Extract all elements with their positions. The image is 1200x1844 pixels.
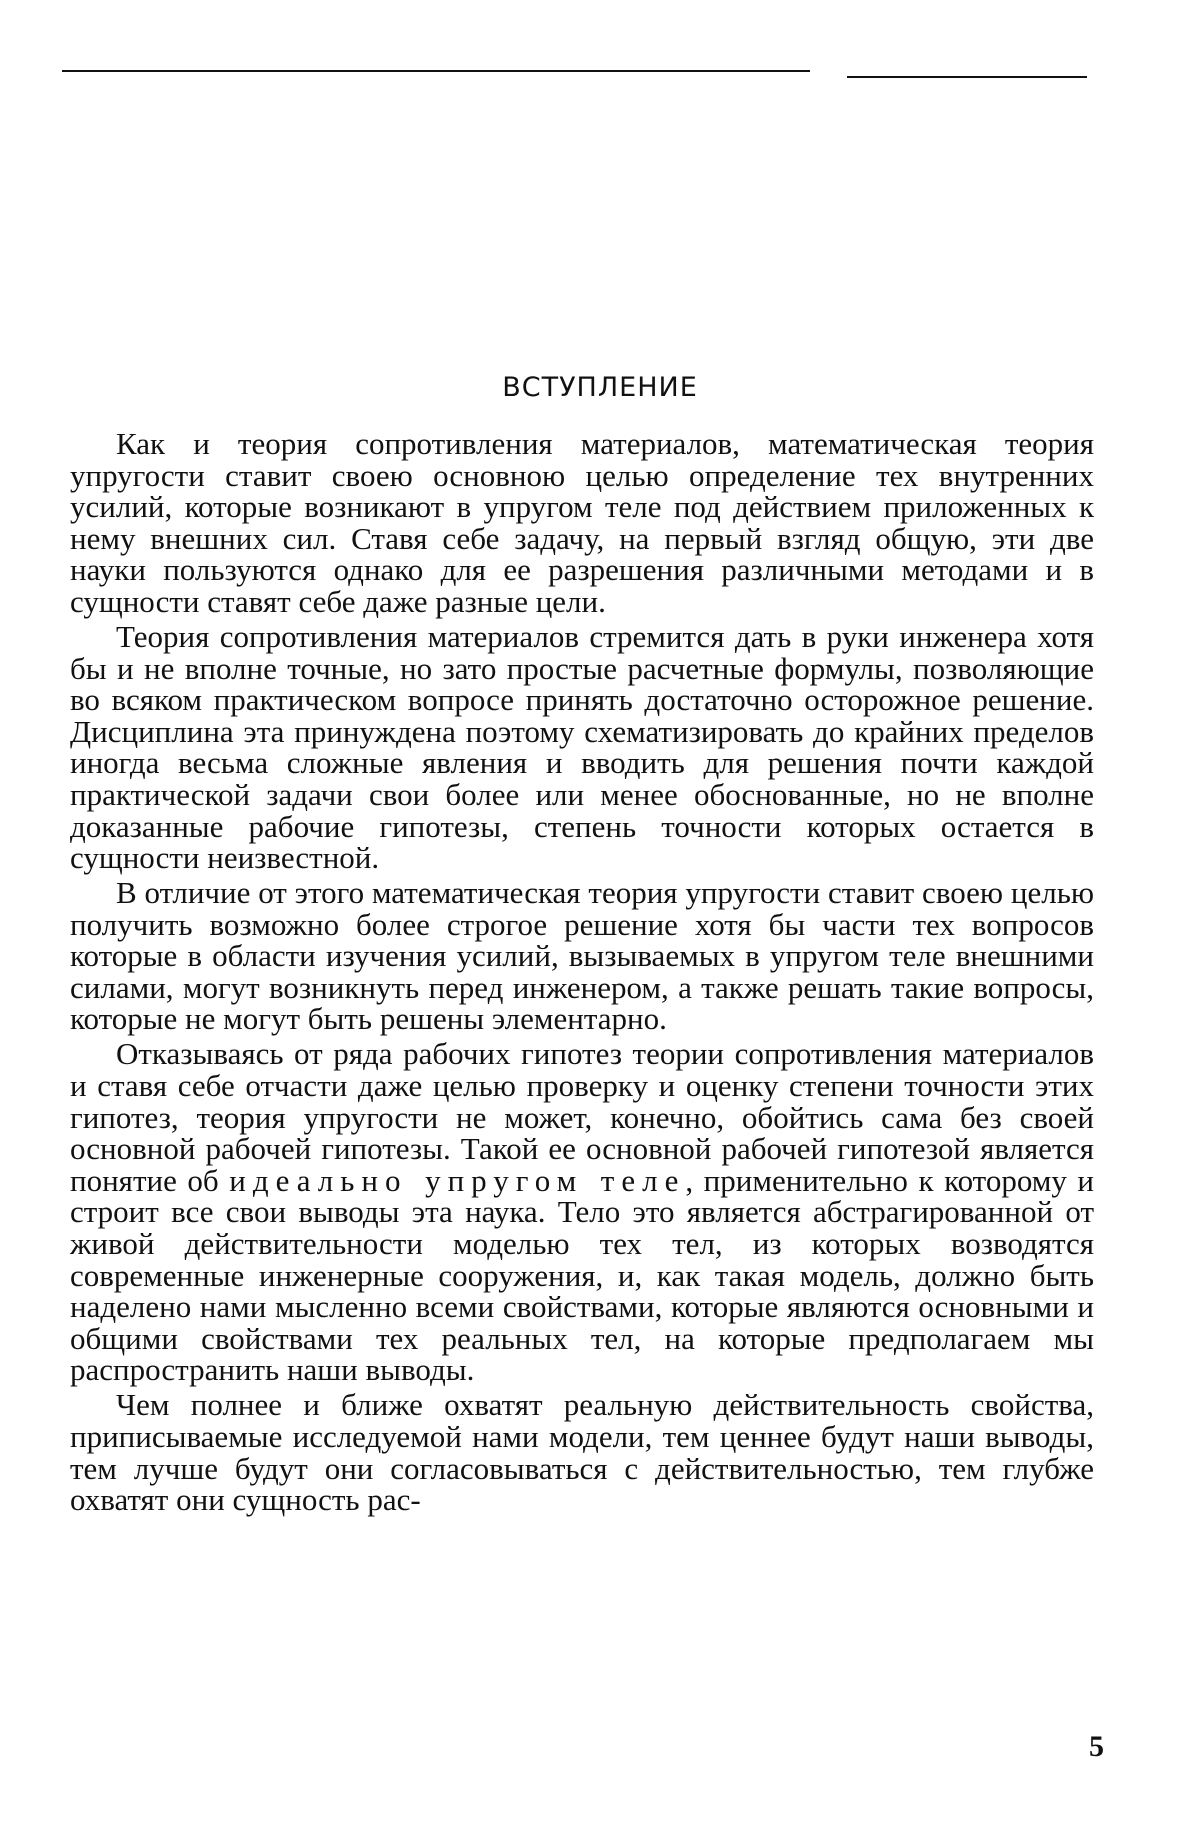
paragraph-4-text-before: Отказываясь от ряда рабочих гипотез теории сопротивления материалов и ставя себе отчасти даже целью проверку и оценку степени точности этих гипотез, теория упругости не может, конечно, обойтись сама без своей основной рабочей гипотезы. Такой ее основной рабочей гипотезой является понятие об: [70, 1036, 1094, 1198]
paragraph-5: Чем полнее и ближе охватят реальную действительность свойства, приписываемые исследуемой нами модели, тем ценнее будут наши выводы, тем лучше будут они согласовываться с действительностью, тем глубже охватят они сущность рас-: [70, 1387, 1094, 1518]
paragraph-4-text-after: , применительно к которому и строит все свои выводы эта наука. Тело это является абстрагированной от живой действительности моделью тех тел, из которых возводятся современные инженерные сооружения, и, как такая модель, должно быть наделено нами мысленно всеми свойствами, которые являются основными и общими свойствами тех реальных тел, на которые предполагаем мы распространить наши выводы.: [70, 1162, 1095, 1388]
paragraph-2: Теория сопротивления материалов стремится дать в руки инженера хотя бы и не вполне точные, но зато простые расчетные формулы, позволяющие во всяком практическом вопросе принять достаточно осторожное решение. Дисциплина эта принуждена поэтому схематизировать до крайних пределов иногда весьма сложные явления и вводить для решения почти каждой практической задачи свои более или менее обоснованные, но не вполне доказанные рабочие гипотезы, степень точности которых остается в сущности неизвестной.: [70, 618, 1094, 876]
body-text: [70, 428, 1094, 1519]
header-rule-right: [847, 76, 1087, 78]
paragraph-4-emphasis: идеально упругом теле: [229, 1162, 686, 1198]
chapter-title: ВСТУПЛЕНИЕ: [502, 372, 698, 403]
paragraph-4: [70, 1038, 1094, 1386]
paragraph-3: В отличие от этого математическая теория упругости ставит своею целью получить возможно более строгое решение хотя бы части тех вопросов которые в области изучения усилий, вызываемых в упругом теле внешними силами, могут возникнуть перед инженером, а также решать такие вопросы, которые не могут быть решены элементарно.: [70, 875, 1094, 1037]
header-rule-left: [62, 70, 810, 72]
page-number: 5: [1089, 1730, 1104, 1763]
paragraph-1: Как и теория сопротивления материалов, математическая теория упругости ставит своею основною целью определение тех внутренних усилий, которые возникают в упругом теле под действием приложенных к нему внешних сил. Ставя себе задачу, на первый взгляд общую, эти две науки пользуются однако для ее разрешения различными методами и в сущности ставят себе даже разные цели.: [70, 426, 1094, 619]
